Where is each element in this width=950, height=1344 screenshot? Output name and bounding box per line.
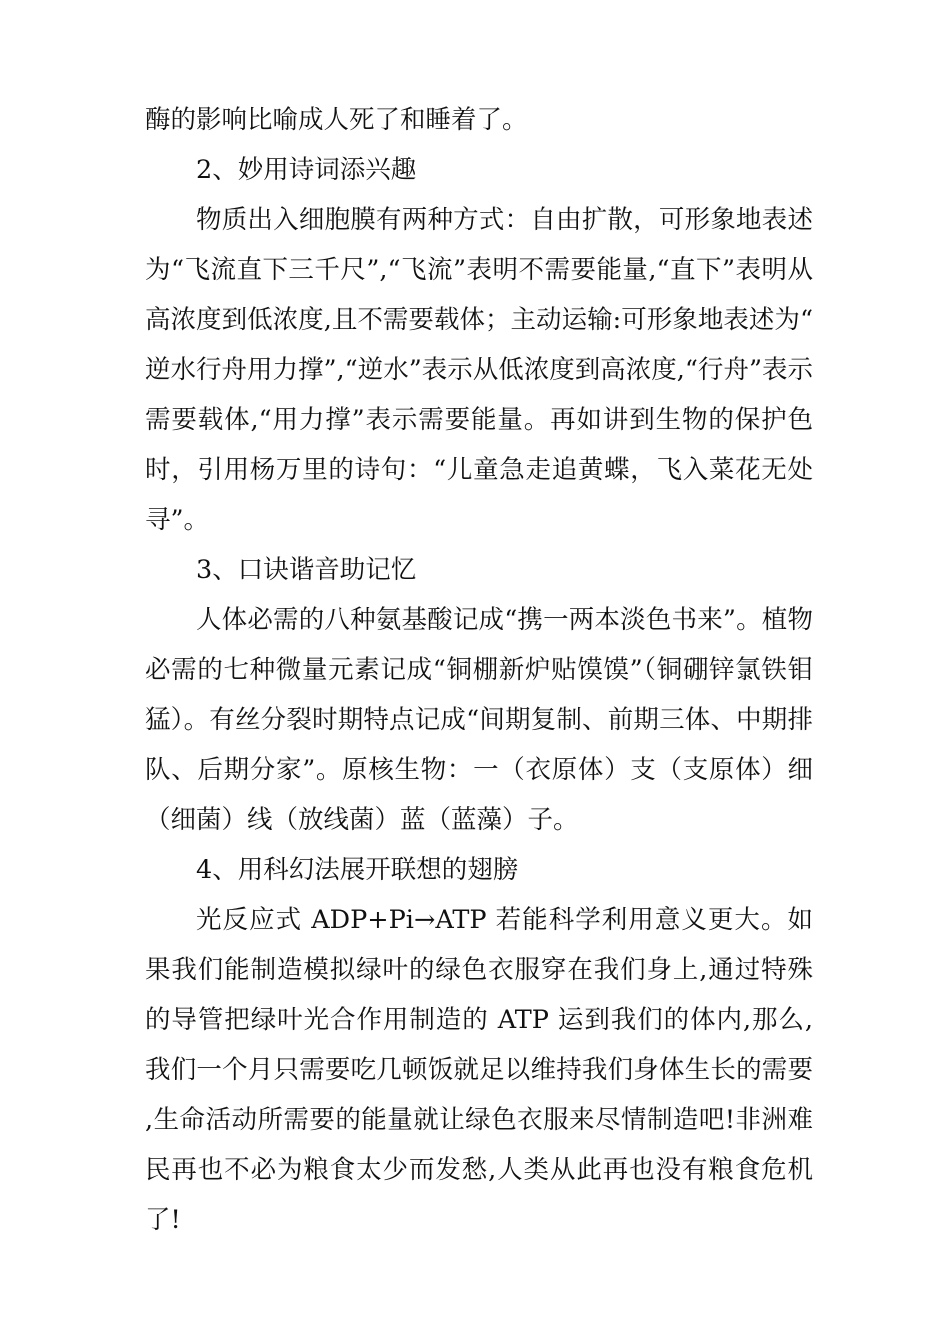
paragraph-mnemonics: 人体必需的八种氨基酸记成“携一两本淡色书来”。植物必需的七种微量元素记成“铜棚新炉贴馍馍”（铜硼锌氯铁钼猛）。有丝分裂时期特点记成“间期复制、前期三体、中期排队、后期分家”。原核生物：一（衣原体）支（支原体）细（细菌）线（放线菌）蓝（蓝藻）子。 — [145, 605, 813, 835]
section-heading-3: 3、口诀谐音助记忆 — [196, 555, 417, 585]
paragraph-scifi: 光反应式 ADP+Pi→ATP 若能科学利用意义更大。如果我们能制造模拟绿叶的绿色衣服穿在我们身上,通过特殊的导管把绿叶光合作用制造的 ATP 运到我们的体内,那么,我们一个月只需要吃几顿饭就足以维持我们身体生长的需要,生命活动所需要的能量就让绿色衣服来尽情制造吧!非洲难民再也不必为粮食太少而发愁,人类从此再也没有粮食危机了! — [145, 905, 813, 1235]
paragraph-continuation: 酶的影响比喻成人死了和睡着了。 — [145, 105, 528, 135]
section-heading-4: 4、用科幻法展开联想的翅膀 — [196, 855, 519, 885]
document-body — [145, 95, 813, 1245]
section-heading-2: 2、妙用诗词添兴趣 — [196, 155, 417, 185]
paragraph-poetry: 物质出入细胞膜有两种方式：自由扩散，可形象地表述为“飞流直下三千尺”,“飞流”表明不需要能量,“直下”表明从高浓度到低浓度,且不需要载体；主动运输:可形象地表述为“逆水行舟用力撑”,“逆水”表示从低浓度到高浓度,“行舟”表示需要载体,“用力撑”表示需要能量。再如讲到生物的保护色时，引用杨万里的诗句：“儿童急走追黄蝶，飞入菜花无处寻”。 — [145, 205, 813, 535]
